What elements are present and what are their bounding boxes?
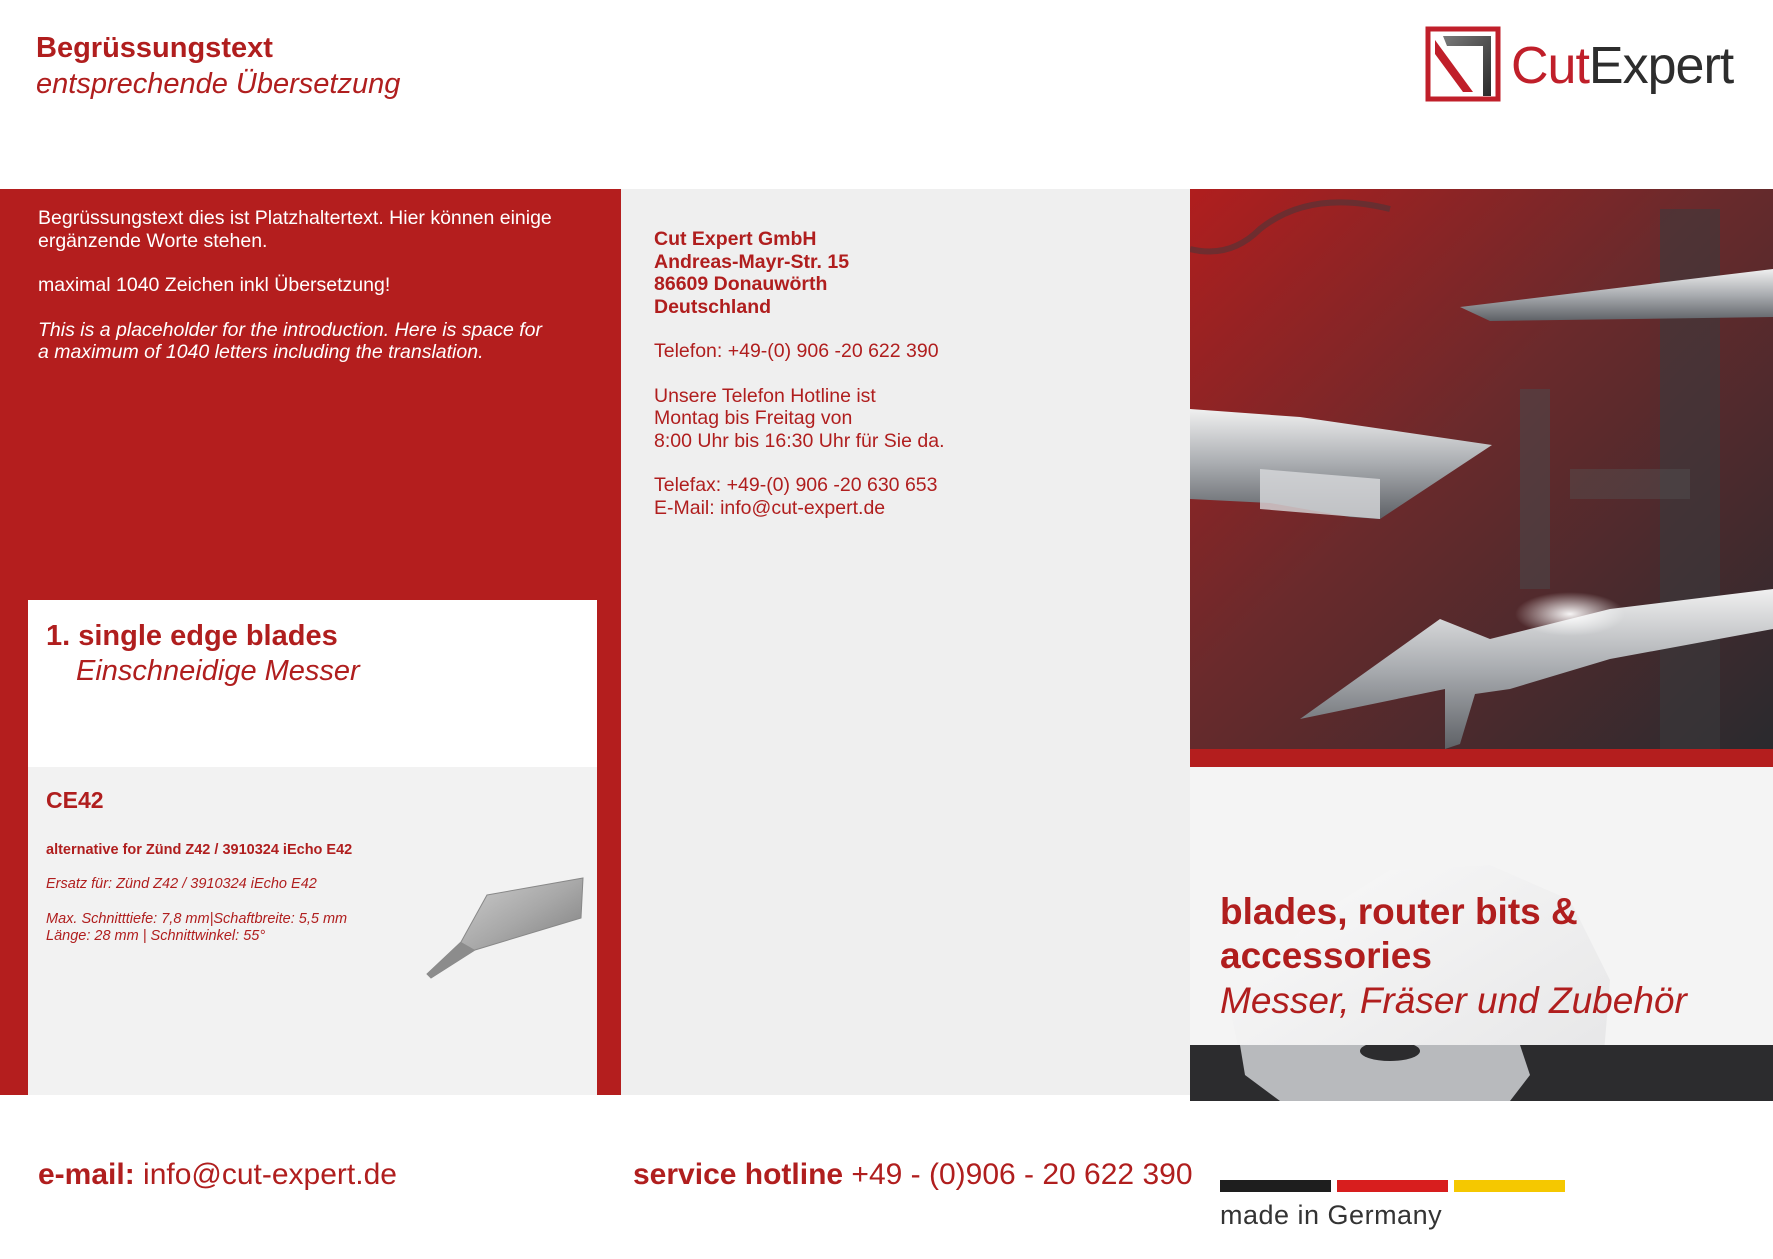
intro-paragraph: maximal 1040 Zeichen inkl Übersetzung! bbox=[38, 274, 391, 296]
product-ersatz: Ersatz für: Zünd Z42 / 3910324 iEcho E42 bbox=[46, 876, 317, 892]
flag-black bbox=[1220, 1180, 1331, 1192]
introduction-text bbox=[38, 207, 558, 386]
footer-email bbox=[38, 1158, 397, 1192]
panel-contact bbox=[621, 189, 1190, 1095]
disc-blade-image bbox=[1190, 1045, 1773, 1101]
company-country: Deutschland bbox=[654, 295, 772, 318]
footer-hotline bbox=[633, 1158, 1193, 1192]
section-subtitle: Einschneidige Messer bbox=[76, 655, 360, 687]
spec-line: Länge: 28 mm | Schnittwinkel: 55° bbox=[46, 928, 266, 944]
email-link[interactable]: info@cut-expert.de bbox=[134, 1158, 397, 1191]
header-title: Begrüssungstext bbox=[36, 32, 273, 64]
cover-subtitle: Messer, Fräser und Zubehör bbox=[1220, 980, 1687, 1021]
product-alternative: alternative for Zünd Z42 / 3910324 iEcho E42 bbox=[46, 842, 353, 858]
fax-email-text bbox=[654, 474, 945, 519]
email-text: E-Mail: info@cut-expert.de bbox=[654, 496, 886, 519]
company-address bbox=[654, 228, 849, 318]
hotline-text: Unsere Telefon Hotline ist Montag bis Freitag von 8:00 Uhr bis 16:30 Uhr für Sie da. bbox=[654, 384, 945, 452]
flag-red bbox=[1337, 1180, 1448, 1192]
logo-mark-icon bbox=[1425, 26, 1505, 106]
email-label: e-mail: bbox=[38, 1158, 135, 1191]
company-name: Cut Expert GmbH bbox=[654, 228, 817, 250]
phone-text: Telefon: +49-(0) 906 -20 622 390 bbox=[654, 340, 939, 362]
intro-paragraph: Begrüssungstext dies ist Platzhaltertext. Hier können einige ergänzende Worte stehen. bbox=[38, 207, 552, 252]
hotline-number[interactable]: +49 - (0)906 - 20 622 390 bbox=[843, 1158, 1193, 1191]
hero-blades-photo bbox=[1190, 189, 1773, 749]
blade-product-image bbox=[425, 870, 595, 990]
product-specs bbox=[46, 911, 347, 945]
cover-title: blades, router bits & accessories bbox=[1220, 891, 1578, 976]
hotline-label: service hotline bbox=[633, 1158, 844, 1191]
cut-expert-logo bbox=[1425, 26, 1755, 106]
made-in-germany: made in Germany bbox=[1220, 1200, 1443, 1230]
spec-line: Max. Schnitttiefe: 7,8 mm|Schaftbreite: 5,5 mm bbox=[46, 911, 348, 927]
german-flag-bar bbox=[1220, 1180, 1565, 1192]
hero-red-strip bbox=[1190, 749, 1773, 767]
contact-details bbox=[654, 340, 945, 541]
logo-wordmark: CutExpert bbox=[1511, 37, 1734, 95]
company-street: Andreas-Mayr-Str. 15 bbox=[654, 250, 850, 273]
flag-gold bbox=[1454, 1180, 1565, 1192]
product-name: CE42 bbox=[46, 787, 104, 813]
intro-paragraph-english: This is a placeholder for the introduction. Here is space for a maximum of 1040 letters including the translation. bbox=[38, 318, 543, 363]
section-title: 1. single edge blades bbox=[46, 620, 338, 652]
company-city: 86609 Donauwörth bbox=[654, 273, 828, 295]
fax-text: Telefax: +49-(0) 906 -20 630 653 bbox=[654, 474, 938, 496]
header-subtitle: entsprechende Übersetzung bbox=[36, 68, 401, 100]
